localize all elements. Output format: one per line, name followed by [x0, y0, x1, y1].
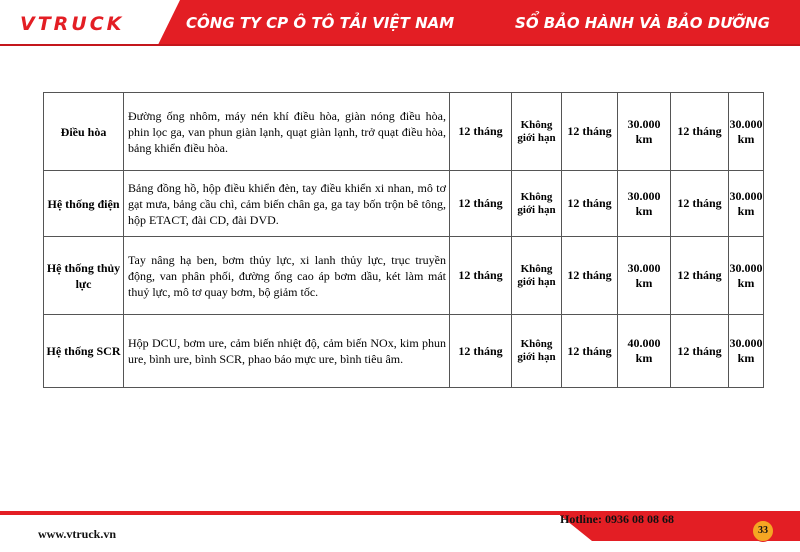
header-divider: [0, 44, 800, 46]
table-row: [44, 171, 764, 237]
warranty-distance: 30.000 km: [618, 171, 671, 237]
warranty-period: 12 tháng: [671, 237, 729, 315]
warranty-distance: 40.000 km: [618, 315, 671, 388]
warranty-distance: 30.000 km: [729, 237, 764, 315]
hotline-text: Hotline: 0936 08 08 68: [560, 512, 674, 526]
company-name: CÔNG TY CP Ô TÔ TẢI VIỆT NAM: [186, 14, 455, 32]
page-number-badge: 33: [752, 520, 774, 542]
warranty-distance: 30.000 km: [618, 93, 671, 171]
row-description: Bảng đồng hồ, hộp điều khiển đèn, tay điều khiển xi nhan, mô tơ gạt mưa, bảng cầu chì, cảm biến chân ga, ga tay bốn trộn bê tông, hộp ETACT, đài CD, đài DVD.: [124, 171, 450, 237]
warranty-distance: 30.000 km: [729, 315, 764, 388]
row-category: Hệ thống điện: [44, 171, 124, 237]
vtruck-logo: VTRUCK: [20, 13, 125, 35]
warranty-period: 12 tháng: [450, 171, 512, 237]
warranty-period: 12 tháng: [450, 315, 512, 388]
warranty-period: 12 tháng: [562, 237, 618, 315]
row-description: Hộp DCU, bơm ure, cảm biến nhiệt độ, cảm biến NOx, kim phun ure, bình ure, bình SCR, phao báo mực ure, bình tiêu âm.: [124, 315, 450, 388]
warranty-table: [43, 92, 764, 388]
warranty-distance: Không giới hạn: [512, 315, 562, 388]
row-category: Hệ thống SCR: [44, 315, 124, 388]
warranty-period: 12 tháng: [562, 93, 618, 171]
warranty-distance: Không giới hạn: [512, 171, 562, 237]
warranty-period: 12 tháng: [671, 315, 729, 388]
row-description: Tay nâng hạ ben, bơm thủy lực, xi lanh thủy lực, trục truyền động, van phân phối, đường ống cao áp bơm dầu, két làm mát thuỷ lực, mô tơ quay bơm, bộ giảm tốc.: [124, 237, 450, 315]
table-row: [44, 315, 764, 388]
warranty-period: 12 tháng: [450, 93, 512, 171]
warranty-distance: Không giới hạn: [512, 237, 562, 315]
warranty-period: 12 tháng: [671, 93, 729, 171]
row-category: Hệ thống thủy lực: [44, 237, 124, 315]
booklet-title: SỔ BẢO HÀNH VÀ BẢO DƯỠNG: [515, 14, 770, 32]
table-row: [44, 93, 764, 171]
page-header: [0, 0, 800, 48]
website-link[interactable]: www.vtruck.vn: [38, 527, 117, 541]
warranty-distance: 30.000 km: [618, 237, 671, 315]
row-description: Đường ống nhôm, máy nén khí điều hòa, giàn nóng điều hòa, phin lọc ga, van phun giàn lạnh, quạt giàn lạnh, trở quạt điều hòa, bảng khiển điều hòa.: [124, 93, 450, 171]
warranty-distance: 30.000 km: [729, 93, 764, 171]
table-row: [44, 237, 764, 315]
row-category: Điều hòa: [44, 93, 124, 171]
warranty-period: 12 tháng: [450, 237, 512, 315]
warranty-period: 12 tháng: [671, 171, 729, 237]
warranty-period: 12 tháng: [562, 315, 618, 388]
warranty-distance: Không giới hạn: [512, 93, 562, 171]
warranty-distance: 30.000 km: [729, 171, 764, 237]
warranty-period: 12 tháng: [562, 171, 618, 237]
